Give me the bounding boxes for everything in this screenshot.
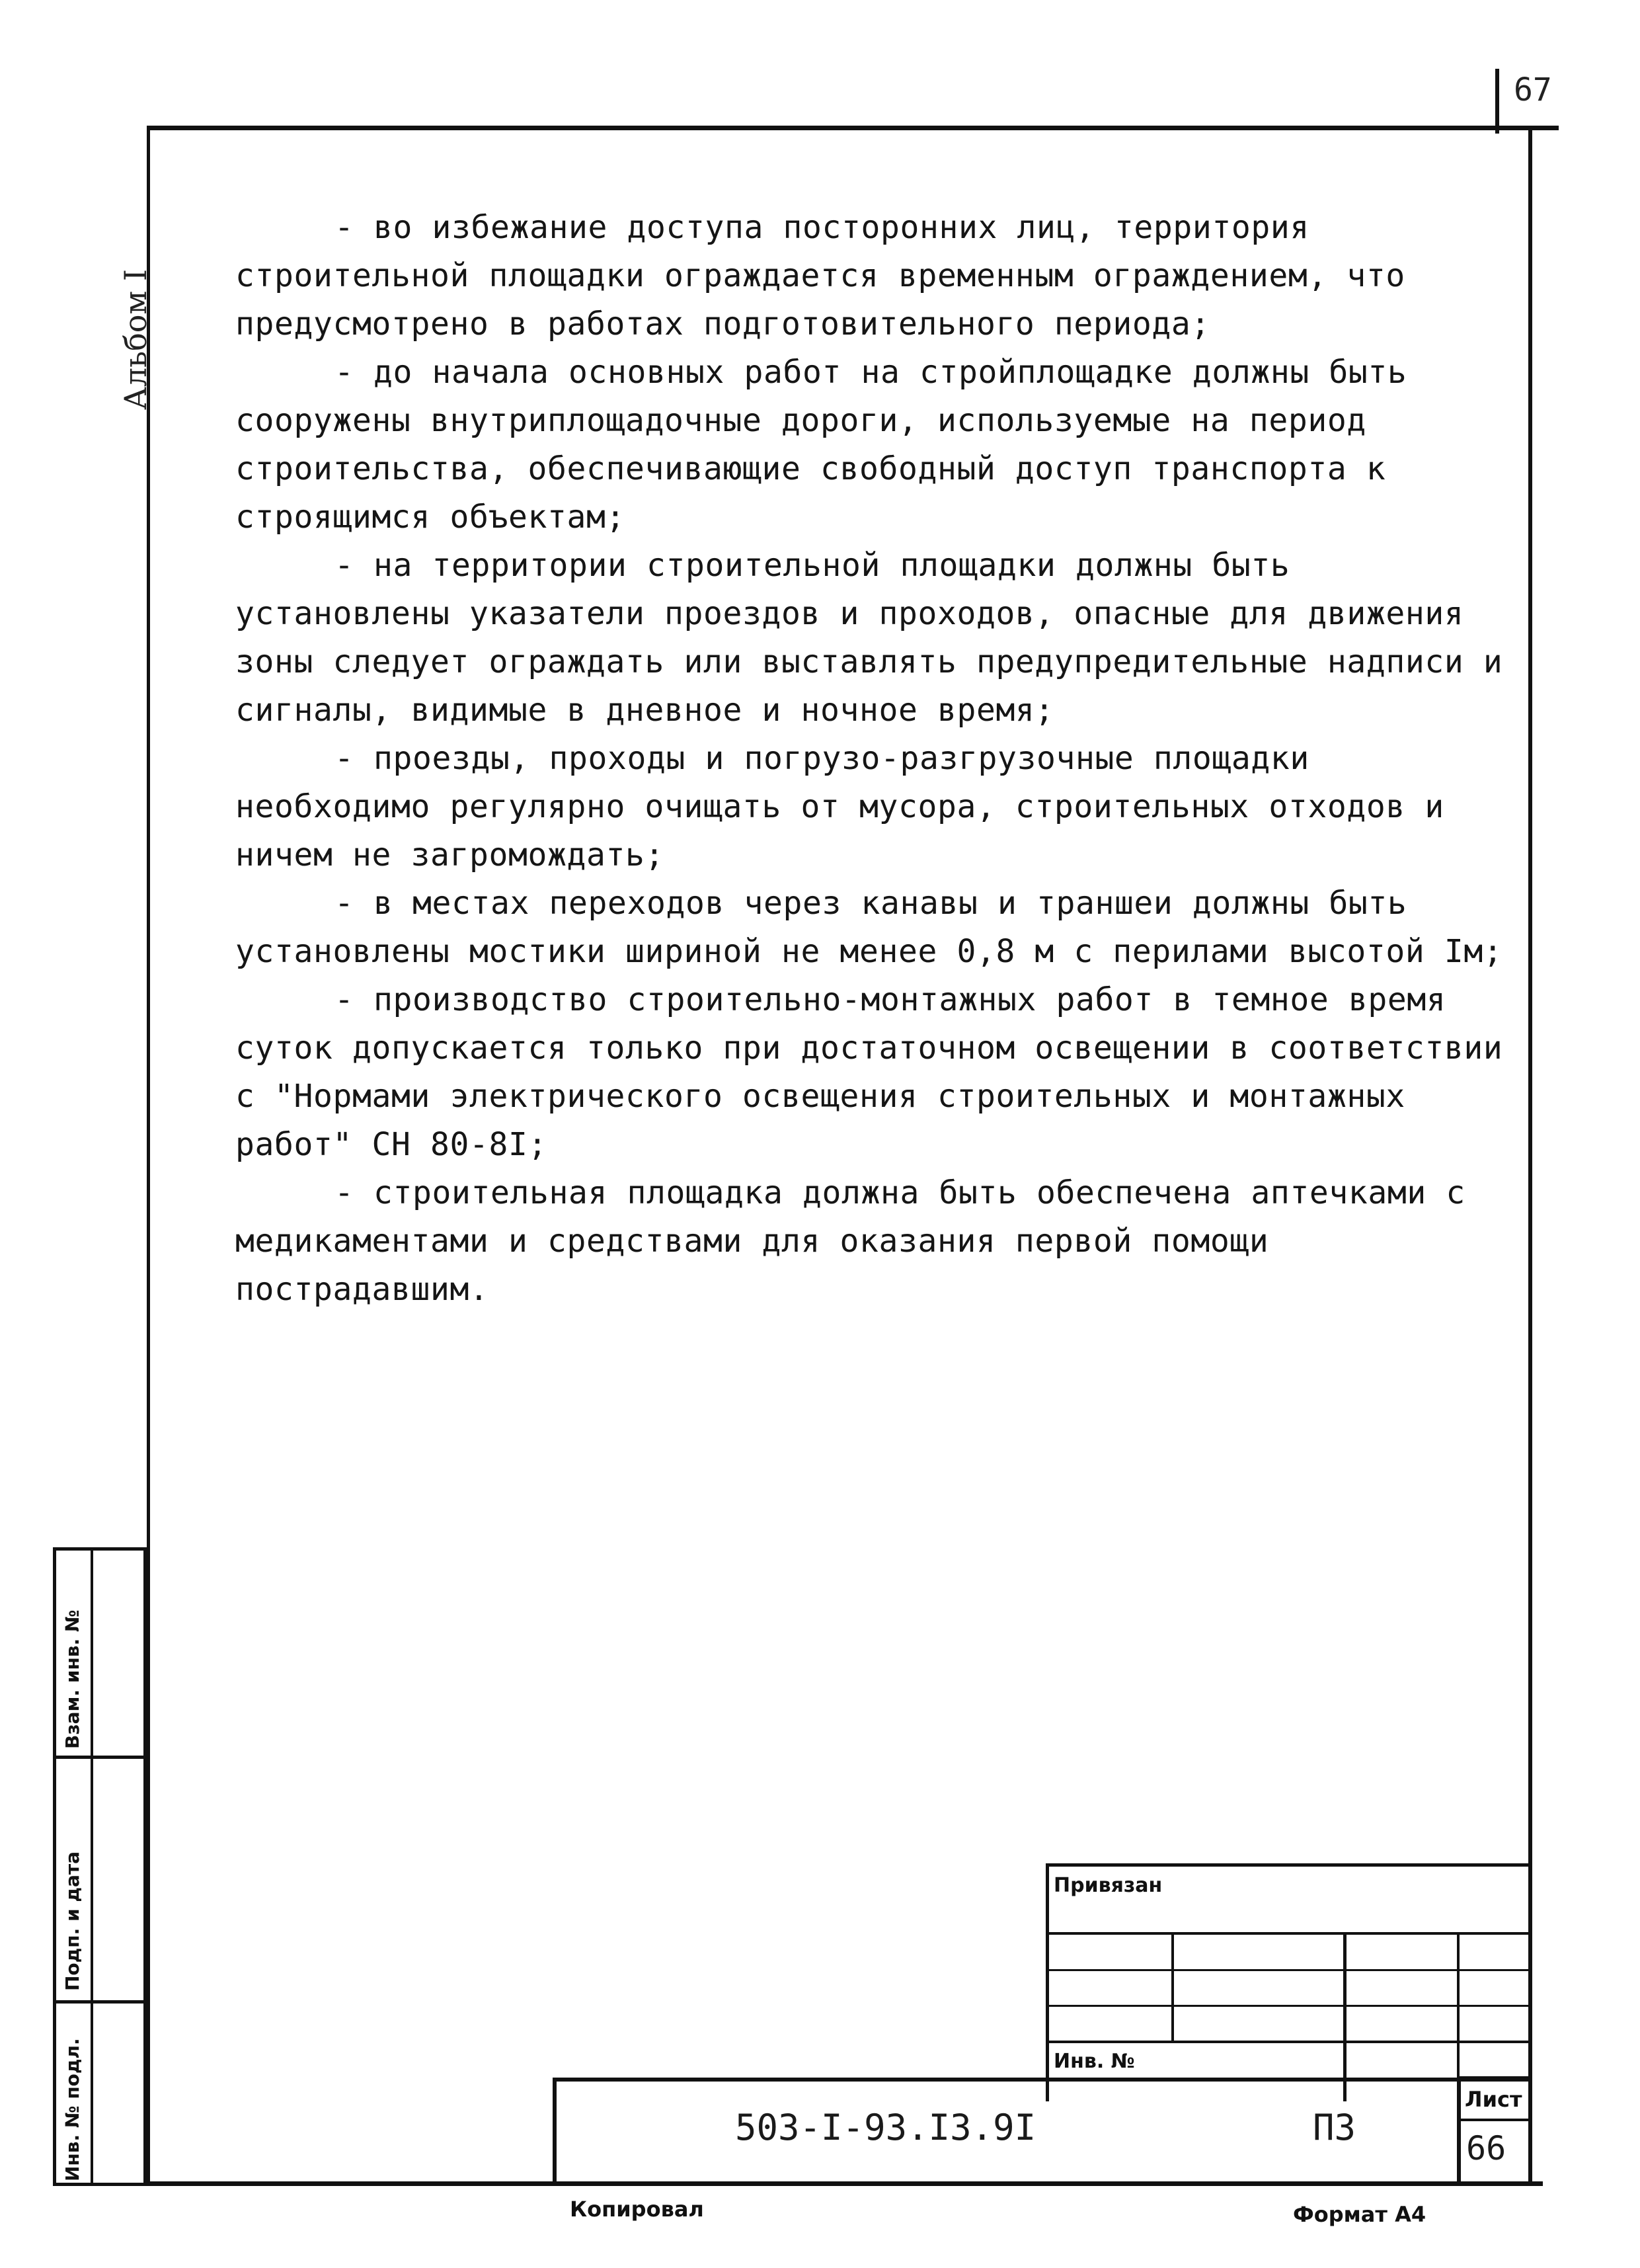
paragraph-bridges: - в местах переходов через канавы и траншеи должны быть установлены мостики шириной не менее 0,8 м с перилами высотой Iм; [235, 885, 1503, 970]
title-block-line [1343, 1932, 1347, 2101]
paragraph-fence: - во избежание доступа посторонних лиц, территория строительной площадки ограждается временным ограждением, что предусмотрено в работах подготовительного периода; [235, 209, 1405, 343]
page-frame-right [1528, 126, 1532, 2186]
paragraph-lighting: - производство строительно-монтажных работ в темное время суток допускается только при достаточном освещении в соответствии с "Нормами электрического освещения строительных и монтажных работ" СН 80-8I; [235, 981, 1503, 1163]
paragraph-first-aid: - строительная площадка должна быть обеспечена аптечками с медикаментами и средствами для оказания первой помощи пострадавшим. [235, 1174, 1465, 1308]
inv-no-label: Инв. № [1054, 2050, 1135, 2073]
title-block-line [1457, 2078, 1461, 2186]
title-block-line [1171, 1932, 1174, 2043]
left-stamp-divider [56, 2000, 143, 2004]
page-number-divider [1495, 69, 1499, 134]
paragraph-cleaning: - проезды, проходы и погрузо-разгрузочные площадки необходимо регулярно очищать от мусора, строительных отходов и ничем не загромождать; [235, 740, 1444, 873]
paragraph-signs: - на территории строительной площадки должны быть установлены указатели проездов и проходов, опасные для движения зоны следует ограждать или выставлять предупредительные надписи и сигналы, видимые в дневное и ночное время; [235, 547, 1503, 729]
document-type: ПЗ [1313, 2107, 1356, 2148]
privyazan-label: Привязан [1054, 1874, 1163, 1897]
document-code: 503-I-93.I3.9I [735, 2107, 1036, 2148]
page-frame-top-extension [1532, 126, 1559, 130]
paragraph-roads: - до начала основных работ на стройплощадке должны быть сооружены внутриплощадочные дороги, используемые на период строительства, обеспечивающие свободный доступ транспорта к строящимся объектам; [235, 354, 1407, 536]
title-block-line [1457, 2119, 1532, 2121]
copied-by-label: Копировал [570, 2197, 704, 2222]
page-number: 67 [1514, 71, 1552, 108]
left-stamp-divider-vertical [91, 1551, 93, 2183]
document-body [235, 204, 1518, 1314]
title-block-line [553, 2078, 557, 2186]
title-block-line [553, 2078, 1532, 2082]
sheet-label: Лист [1465, 2087, 1522, 2112]
title-block-line [1046, 1863, 1049, 2101]
title-block-line [1046, 1863, 1532, 1867]
left-stamp-column: Взам. инв. № Подп. и дата Инв. № подл. [53, 1547, 147, 2186]
format-label: Формат А4 [1293, 2202, 1426, 2227]
sheet-number: 66 [1466, 2129, 1506, 2167]
left-stamp-divider [56, 1756, 143, 1759]
